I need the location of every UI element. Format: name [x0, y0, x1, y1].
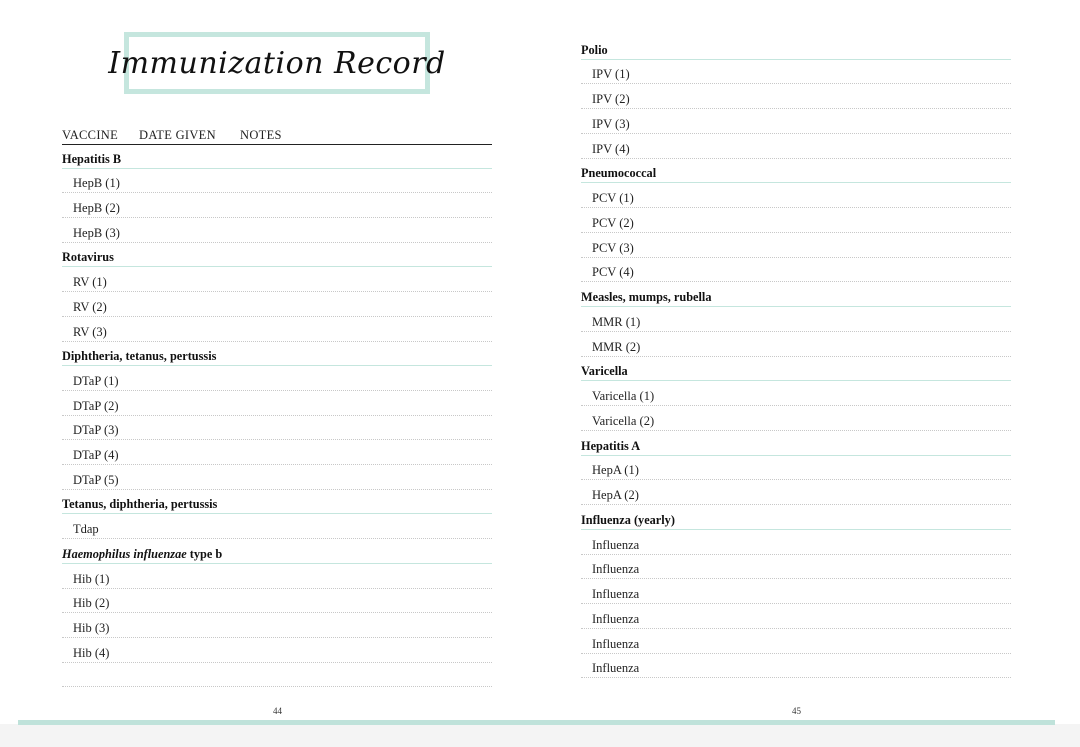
section-heading-label: Influenza (yearly) [581, 512, 675, 527]
vaccine-dose-row[interactable] [62, 515, 492, 540]
vaccine-dose-row[interactable] [581, 109, 1011, 134]
section-heading-label: Hepatitis A [581, 438, 641, 453]
vaccine-section-heading [62, 243, 492, 268]
dose-label: Tdap [73, 522, 99, 537]
dose-label: DTaP (1) [73, 373, 119, 388]
vaccine-dose-row[interactable] [62, 193, 492, 218]
dose-label: HepB (1) [73, 176, 120, 191]
vaccine-dose-row[interactable] [581, 456, 1011, 481]
vaccine-section-heading [62, 490, 492, 515]
vaccine-dose-row[interactable] [62, 416, 492, 441]
dose-label: Influenza [592, 587, 640, 602]
dose-label: DTaP (5) [73, 472, 119, 487]
section-heading-label: Pneumococcal [581, 166, 657, 181]
section-heading-label: Tetanus, diphtheria, pertussis [62, 497, 218, 512]
dose-label: MMR (2) [592, 339, 641, 354]
date-given-column-header: DATE GIVEN [139, 128, 216, 142]
dose-label: PCV (2) [592, 215, 634, 230]
italic-species-name: Haemophilus influenzae [62, 546, 187, 561]
section-heading-label: Hepatitis B [62, 151, 122, 166]
vaccine-section-heading [581, 505, 1011, 530]
vaccine-section-heading [62, 539, 492, 564]
vaccine-dose-row[interactable] [581, 258, 1011, 283]
dose-label: PCV (1) [592, 191, 634, 206]
dose-label: Hib (4) [73, 645, 110, 660]
vaccine-dose-row[interactable] [62, 366, 492, 391]
vaccine-dose-row[interactable] [581, 555, 1011, 580]
vaccine-dose-row[interactable] [62, 292, 492, 317]
vaccine-dose-row[interactable] [581, 184, 1011, 209]
dose-label: HepB (2) [73, 201, 120, 216]
dose-label: IPV (4) [592, 141, 630, 156]
vaccine-dose-row[interactable] [581, 654, 1011, 679]
page-title: Immunization Record [108, 45, 446, 81]
dose-label: PCV (3) [592, 240, 634, 255]
dose-label: Hib (1) [73, 571, 110, 586]
vaccine-dose-row[interactable] [581, 406, 1011, 431]
vaccine-dose-row[interactable] [62, 317, 492, 342]
vaccine-dose-row[interactable] [581, 481, 1011, 506]
dose-label: IPV (3) [592, 116, 630, 131]
vaccine-dose-row[interactable] [581, 629, 1011, 654]
vaccine-dose-row[interactable] [62, 440, 492, 465]
dose-label: Influenza [592, 537, 640, 552]
dose-label: RV (1) [73, 275, 107, 290]
vaccine-dose-row[interactable] [62, 638, 492, 663]
vaccine-column-header: VACCINE [62, 128, 119, 142]
vaccine-dose-row[interactable] [62, 169, 492, 194]
dose-label: PCV (4) [592, 265, 634, 280]
dose-label: Influenza [592, 636, 640, 651]
notes-column-header: NOTES [240, 128, 282, 142]
dose-label: IPV (1) [592, 67, 630, 82]
vaccine-dose-row[interactable] [62, 564, 492, 589]
dose-label: HepB (3) [73, 225, 120, 240]
vaccine-dose-row[interactable] [581, 208, 1011, 233]
section-heading-label: Measles, mumps, rubella [581, 290, 712, 305]
dose-label: DTaP (3) [73, 423, 119, 438]
vaccine-dose-row[interactable] [581, 134, 1011, 159]
vaccine-dose-row[interactable] [581, 530, 1011, 555]
vaccine-section-heading [581, 357, 1011, 382]
vaccine-dose-row[interactable] [62, 613, 492, 638]
dose-label: DTaP (4) [73, 448, 119, 463]
dose-label: Varicella (2) [592, 413, 655, 428]
vaccine-dose-row[interactable] [62, 589, 492, 614]
dose-label: Varicella (1) [592, 389, 655, 404]
vaccine-dose-row[interactable] [581, 580, 1011, 605]
vaccine-section-heading [581, 35, 1011, 60]
section-heading-label: Polio [581, 42, 608, 57]
vaccine-dose-row[interactable] [581, 604, 1011, 629]
section-heading-label: Rotavirus [62, 250, 114, 265]
page-number-left: 44 [273, 706, 282, 716]
vaccine-dose-row[interactable] [62, 465, 492, 490]
section-heading-label: Diphtheria, tetanus, pertussis [62, 349, 217, 364]
dose-label: RV (3) [73, 324, 107, 339]
vaccine-dose-row[interactable] [581, 60, 1011, 85]
dose-label: Influenza [592, 661, 640, 676]
title-box [108, 32, 446, 94]
vaccine-section-heading [581, 159, 1011, 184]
heading-suffix: type b [189, 546, 223, 561]
dose-label: Influenza [592, 562, 640, 577]
vaccine-dose-row[interactable] [62, 268, 492, 293]
vaccine-dose-row[interactable] [581, 332, 1011, 357]
dose-label: MMR (1) [592, 314, 641, 329]
dose-label: HepA (2) [592, 488, 639, 503]
section-heading-label: Varicella [581, 364, 628, 379]
dose-label: Hib (3) [73, 620, 110, 635]
dose-label: Influenza [592, 611, 640, 626]
vaccine-dose-row[interactable] [581, 382, 1011, 407]
section-heading-label [62, 547, 222, 562]
vaccine-section-heading [62, 144, 492, 169]
vaccine-dose-row[interactable] [62, 391, 492, 416]
dose-label: Hib (2) [73, 596, 110, 611]
vaccine-dose-row[interactable] [581, 307, 1011, 332]
bottom-shade [0, 724, 1080, 747]
dose-label: IPV (2) [592, 92, 630, 107]
page-number-right: 45 [792, 706, 801, 716]
vaccine-dose-row[interactable] [62, 218, 492, 243]
vaccine-section-heading [581, 283, 1011, 308]
dose-label: DTaP (2) [73, 398, 119, 413]
vaccine-section-heading [581, 431, 1011, 456]
page-bottom-rule [18, 720, 1055, 725]
vaccine-dose-row[interactable] [62, 663, 492, 688]
dose-label: RV (2) [73, 299, 107, 314]
vaccine-section-heading [62, 342, 492, 367]
vaccine-dose-row[interactable] [581, 85, 1011, 110]
dose-label: HepA (1) [592, 463, 639, 478]
column-headers [62, 128, 492, 145]
vaccine-dose-row[interactable] [581, 233, 1011, 258]
